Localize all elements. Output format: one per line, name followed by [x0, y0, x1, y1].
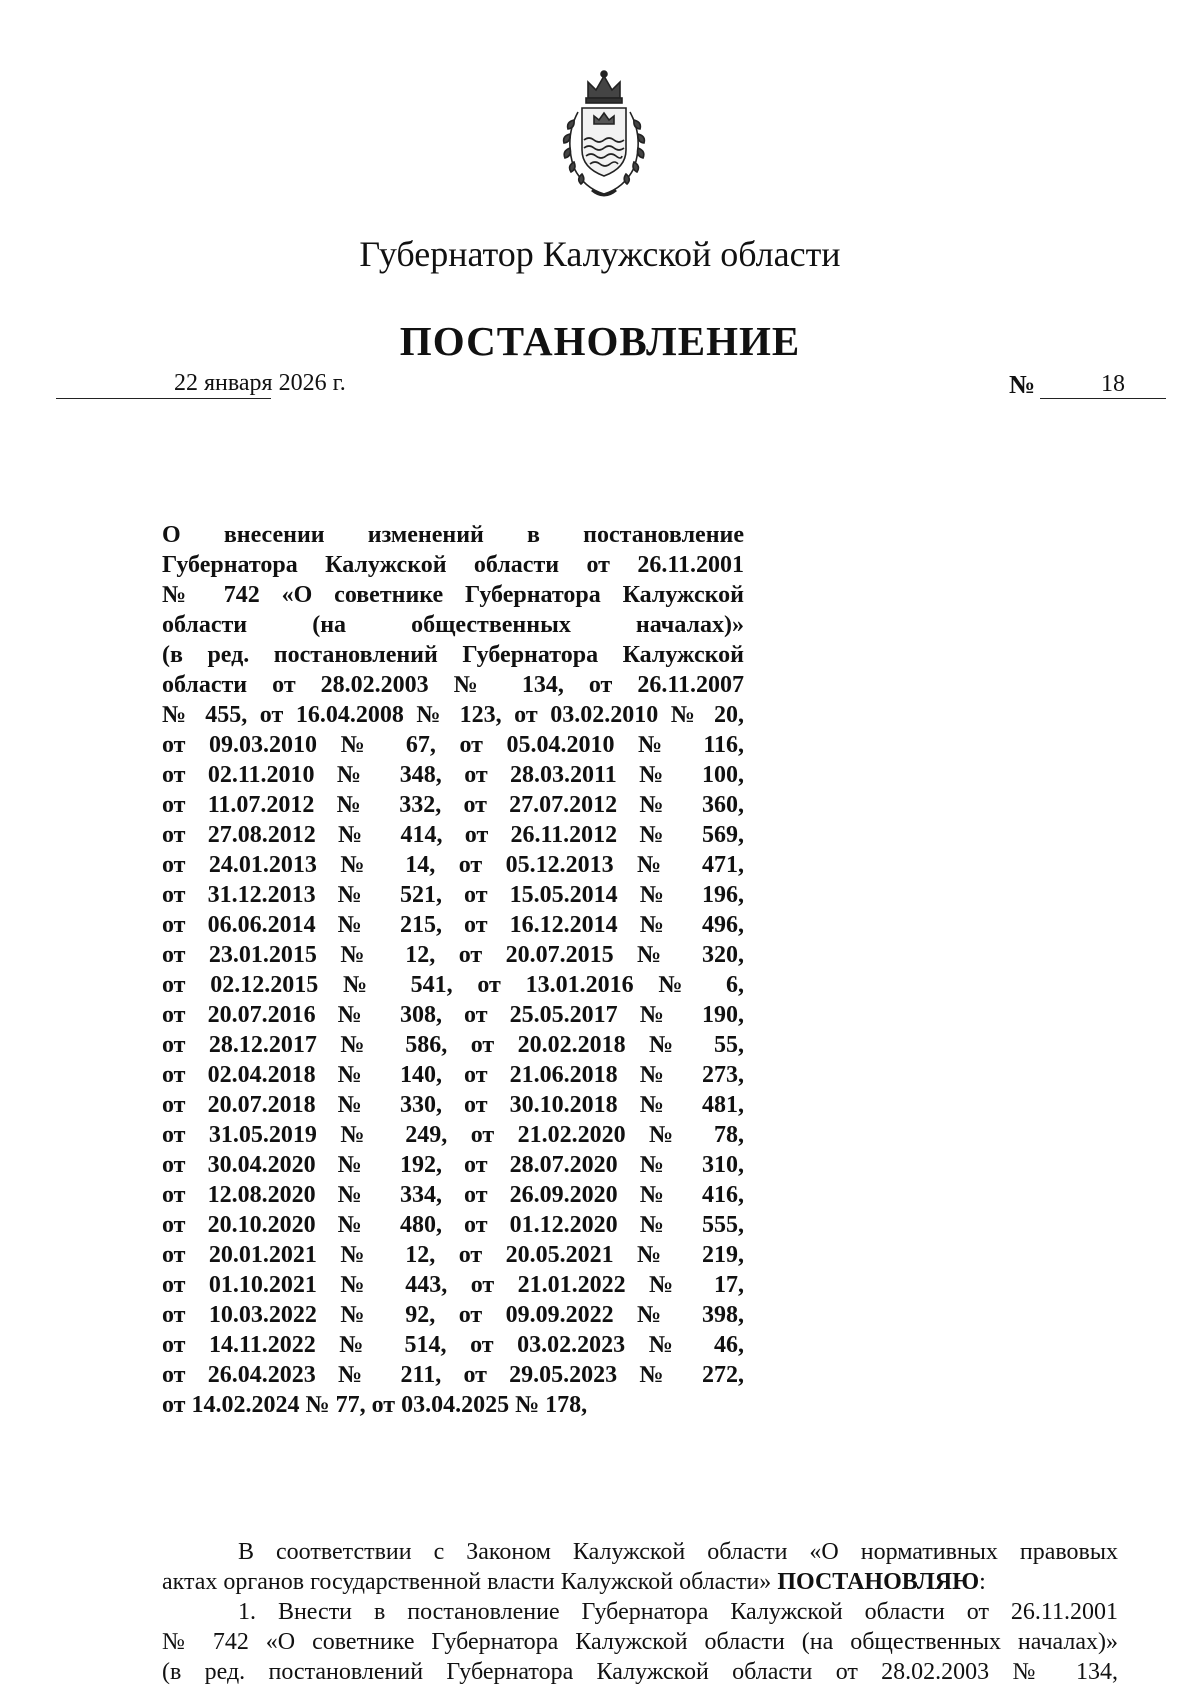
body-line: В соответствии с Законом Калужской области «О нормативных правовых — [238, 1539, 1118, 1565]
title-line: от 14.11.2022 № 514, от 03.02.2023 № 46, — [162, 1332, 744, 1358]
document-body — [162, 1537, 1118, 1687]
decree-word: ПОСТАНОВЛЯЮ — [777, 1569, 980, 1595]
title-line: от 11.07.2012 № 332, от 27.07.2012 № 360, — [162, 792, 744, 818]
title-line: от 09.03.2010 № 67, от 05.04.2010 № 116, — [162, 732, 744, 758]
title-line: от 20.10.2020 № 480, от 01.12.2020 № 555, — [162, 1212, 744, 1238]
body-line — [162, 1567, 1118, 1597]
title-line: от 31.05.2019 № 249, от 21.02.2020 № 78, — [162, 1122, 744, 1148]
title-line: от 02.12.2015 № 541, от 13.01.2016 № 6, — [162, 972, 744, 998]
title-line: № 742 «О советнике Губернатора Калужской — [162, 582, 744, 608]
title-line: от 01.10.2021 № 443, от 21.01.2022 № 17, — [162, 1272, 744, 1298]
title-line: (в ред. постановлений Губернатора Калужской — [162, 642, 744, 668]
body-text: актах органов государственной власти Калужской области» — [162, 1569, 772, 1595]
body-line: № 742 «О советнике Губернатора Калужской области (на общественных началах)» — [162, 1629, 1118, 1655]
title-line: от 23.01.2015 № 12, от 20.07.2015 № 320, — [162, 942, 744, 968]
title-line: от 02.04.2018 № 140, от 21.06.2018 № 273, — [162, 1062, 744, 1088]
title-line: от 20.07.2016 № 308, от 25.05.2017 № 190, — [162, 1002, 744, 1028]
title-line: О внесении изменений в постановление — [162, 522, 744, 548]
decree-colon: : — [979, 1569, 986, 1595]
title-line: области от 28.02.2003 № 134, от 26.11.2007 — [162, 672, 744, 698]
body-line: 1. Внести в постановление Губернатора Калужской области от 26.11.2001 — [238, 1599, 1118, 1625]
title-line: от 24.01.2013 № 14, от 05.12.2013 № 471, — [162, 852, 744, 878]
date-underline — [56, 398, 271, 399]
title-line: от 28.12.2017 № 586, от 20.02.2018 № 55, — [162, 1032, 744, 1058]
title-line: от 20.01.2021 № 12, от 20.05.2021 № 219, — [162, 1242, 744, 1268]
title-line: от 30.04.2020 № 192, от 28.07.2020 № 310, — [162, 1152, 744, 1178]
document-title — [162, 520, 744, 1420]
title-line: от 10.03.2022 № 92, от 09.09.2022 № 398, — [162, 1302, 744, 1328]
title-line: от 31.12.2013 № 521, от 15.05.2014 № 196, — [162, 882, 744, 908]
title-line: области (на общественных началах)» — [162, 612, 744, 638]
title-line: от 20.07.2018 № 330, от 30.10.2018 № 481, — [162, 1092, 744, 1118]
title-line: от 06.06.2014 № 215, от 16.12.2014 № 496, — [162, 912, 744, 938]
title-line: от 26.04.2023 № 211, от 29.05.2023 № 272, — [162, 1362, 744, 1388]
number-sign: № — [1009, 370, 1036, 399]
title-line: от 12.08.2020 № 334, от 26.09.2020 № 416, — [162, 1182, 744, 1208]
document-type: ПОСТАНОВЛЕНИЕ — [399, 318, 801, 364]
title-line: от 02.11.2010 № 348, от 28.03.2011 № 100, — [162, 762, 744, 788]
document-number: 18 — [1101, 371, 1125, 397]
coat-of-arms-icon — [552, 68, 656, 202]
document-date: 22 января 2026 г. — [174, 370, 346, 396]
title-line: от 27.08.2012 № 414, от 26.11.2012 № 569, — [162, 822, 744, 848]
title-line: Губернатора Калужской области от 26.11.2001 — [162, 552, 744, 578]
issuing-authority: Губернатор Калужской области — [359, 234, 841, 274]
title-line: от 14.02.2024 № 77, от 03.04.2025 № 178, — [162, 1392, 588, 1418]
body-line: (в ред. постановлений Губернатора Калужской области от 28.02.2003 № 134, — [162, 1659, 1118, 1685]
title-line: № 455, от 16.04.2008 № 123, от 03.02.2010 № 20, — [162, 702, 744, 728]
